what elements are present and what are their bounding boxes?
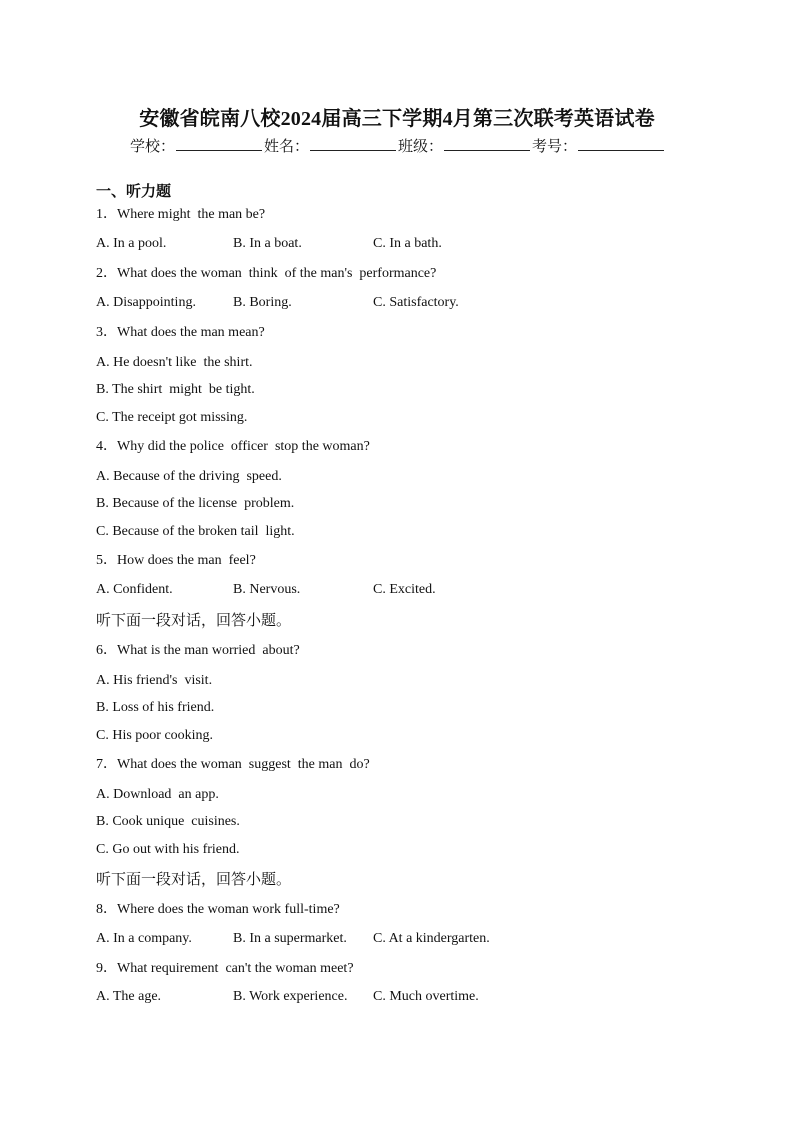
option-c: C. Go out with his friend. — [96, 842, 240, 857]
option-b: B. Boring. — [233, 295, 292, 310]
question-3: 3．What does the man mean? — [96, 325, 265, 340]
option-c: C. His poor cooking. — [96, 728, 214, 743]
option-a: A. The age. — [96, 989, 162, 1004]
option-c: C. In a bath. — [373, 236, 442, 251]
class-field[interactable] — [398, 135, 530, 156]
option-c: C. Satisfactory. — [373, 295, 459, 310]
page-title: 安徽省皖南八校2024届高三下学期4月第三次联考英语试卷 — [139, 108, 655, 130]
question-8-options — [96, 931, 696, 949]
option-a: A. Download an app. — [96, 787, 219, 802]
option-c: C. At a kindergarten. — [373, 931, 490, 946]
option-b: B. Loss of his friend. — [96, 700, 215, 715]
option-c: C. The receipt got missing. — [96, 410, 248, 425]
option-b: B. Nervous. — [233, 582, 301, 597]
question-7: 7．What does the woman suggest the man do? — [96, 757, 370, 772]
exam-no-blank[interactable] — [578, 137, 664, 151]
question-5-options — [96, 582, 696, 600]
question-6: 6．What is the man worried about? — [96, 643, 300, 658]
option-c: C. Because of the broken tail light. — [96, 524, 295, 539]
question-4: 4．Why did the police officer stop the woman? — [96, 439, 370, 454]
option-c: C. Much overtime. — [373, 989, 479, 1004]
option-a: A. Disappointing. — [96, 295, 196, 310]
school-field[interactable] — [130, 135, 262, 156]
option-b: B. In a supermarket. — [233, 931, 347, 946]
exam-no-field[interactable] — [532, 135, 664, 156]
question-1-options — [96, 236, 696, 254]
name-label: 姓名： — [263, 137, 309, 155]
option-a: A. Confident. — [96, 582, 173, 597]
question-8: 8．Where does the woman work full-time? — [96, 902, 340, 917]
section-title: 一、听力题 — [96, 182, 172, 200]
question-9-options — [96, 989, 696, 1007]
option-a: A. He doesn't like the shirt. — [96, 355, 253, 370]
option-a: A. In a company. — [96, 931, 192, 946]
school-label: 学校： — [129, 137, 175, 155]
option-b: B. The shirt might be tight. — [96, 382, 255, 397]
dialogue-instruction: 听下面一段对话，回答小题。 — [96, 611, 292, 629]
exam-no-label: 考号： — [532, 137, 578, 155]
school-blank[interactable] — [176, 137, 262, 151]
question-2-options — [96, 295, 696, 313]
question-2: 2．What does the woman think of the man's performance? — [96, 266, 437, 281]
option-b: B. Work experience. — [233, 989, 348, 1004]
student-info-line — [0, 135, 794, 156]
option-b: B. Cook unique cuisines. — [96, 814, 240, 829]
name-field[interactable] — [264, 135, 396, 156]
option-a: A. Because of the driving speed. — [96, 469, 282, 484]
option-b: B. In a boat. — [233, 236, 302, 251]
question-1: 1．Where might the man be? — [96, 207, 266, 222]
name-blank[interactable] — [310, 137, 396, 151]
option-a: A. In a pool. — [96, 236, 167, 251]
option-b: B. Because of the license problem. — [96, 496, 295, 511]
class-blank[interactable] — [444, 137, 530, 151]
option-c: C. Excited. — [373, 582, 436, 597]
question-9: 9．What requirement can't the woman meet? — [96, 961, 354, 976]
question-5: 5．How does the man feel? — [96, 553, 256, 568]
class-label: 班级： — [398, 137, 444, 155]
dialogue-instruction: 听下面一段对话，回答小题。 — [96, 870, 292, 888]
option-a: A. His friend's visit. — [96, 673, 213, 688]
